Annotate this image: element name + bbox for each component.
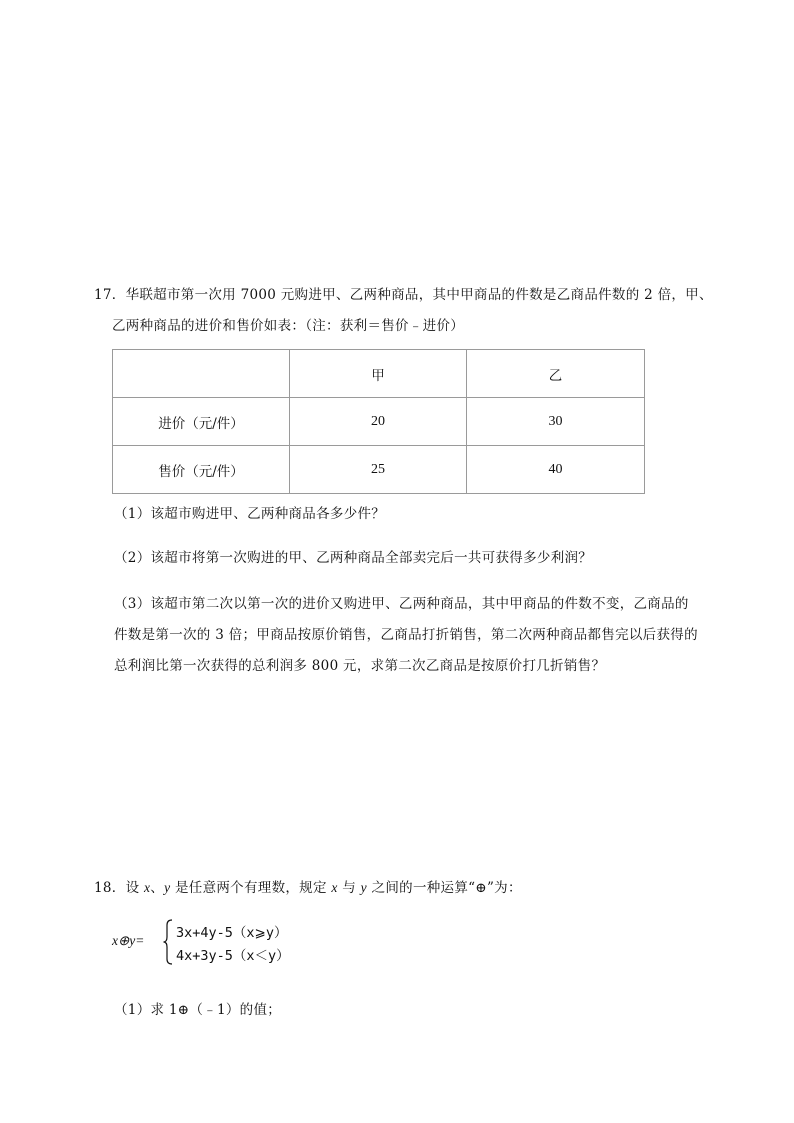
q17-line-2: 乙两种商品的进价和售价如表：（注：获利＝售价﹣进价） [112,318,465,334]
table-header-cell [113,350,290,398]
q17-sub-3-line-1: （3）该超市第二次以第一次的进价又购进甲、乙两种商品，其中甲商品的件数不变，乙商品的 [114,596,689,612]
q18-intro-mid: 是任意两个有理数，规定 [170,880,332,896]
q17-sub-3-line-2: 件数是第一次的 3 倍；甲商品按原价销售，乙商品打折销售，第二次两种商品都售完以后获得的 [114,627,698,643]
table-cell: 40 [467,446,645,494]
var-x: x [143,880,151,895]
q18-intro [94,876,522,896]
q18-sub-1: （1）求 1⊕（﹣1）的值； [114,1002,282,1018]
separator: 、 [150,880,165,896]
price-table [112,349,645,494]
table-header-row [113,350,645,398]
q18-intro-mid2: 与 [337,880,361,896]
table-header-cell: 甲 [290,350,467,398]
table-cell: 25 [290,446,467,494]
q17-sub-2: （2）该超市将第一次购进的甲、乙两种商品全部卖完后一共可获得多少利润？ [114,550,593,566]
q17-line-1: 17．华联超市第一次用 7000 元购进甲、乙两种商品，其中甲商品的件数是乙商品件数的 2 倍，甲、 [94,287,713,303]
table-row [113,446,645,494]
left-brace-icon [163,919,173,965]
table-header-cell: 乙 [467,350,645,398]
row-label: 进价（元/件） [113,398,290,446]
q17-sub-1: （1）该超市购进甲、乙两种商品各多少件？ [114,506,386,522]
var-y: y [360,880,367,895]
row-label: 售价（元/件） [113,446,290,494]
case-1: 3x+4y-5（x⩾y） [176,925,288,941]
operation-lhs: x⊕y= [112,933,145,948]
q18-intro-suffix: 之间的一种运算“⊕”为： [366,880,522,896]
q17-sub-3-line-3: 总利润比第一次获得的总利润多 800 元，求第二次乙商品是按原价打几折销售？ [114,658,606,674]
q18-intro-prefix: 18．设 [94,880,144,896]
var-x: x [331,880,338,895]
table-cell: 20 [290,398,467,446]
case-2: 4x+3y-5（x＜y） [176,948,290,964]
table-cell: 30 [467,398,645,446]
table-row [113,398,645,446]
var-y: y [164,880,171,895]
